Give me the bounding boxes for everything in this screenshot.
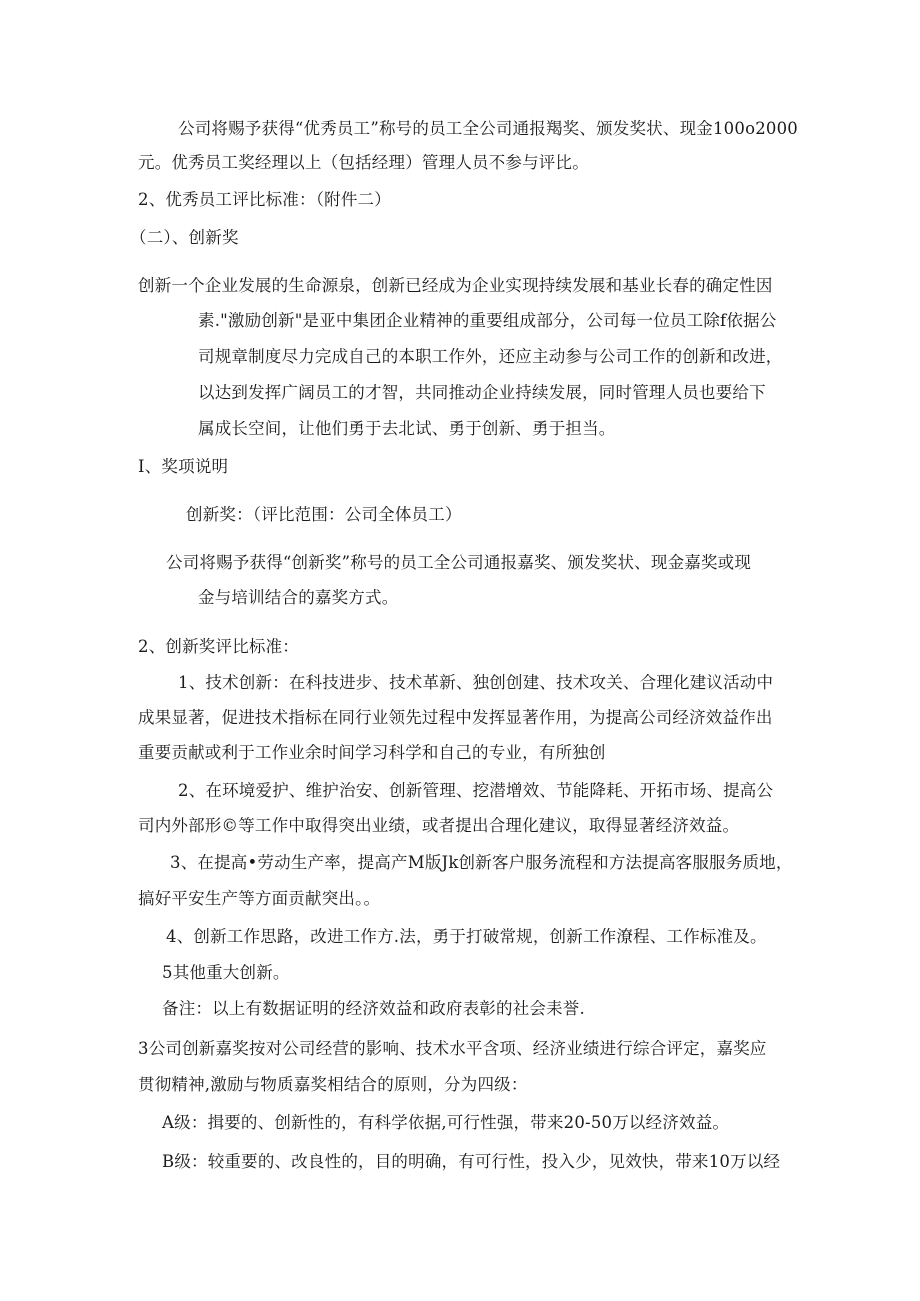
paragraph-line: 3公司创新嘉奖按对公司经营的影响、技术水平含项、经济业绩进行综合评定，嘉奖应 <box>138 1039 767 1058</box>
paragraph-line: 重要贡献或利于工作业余时间学习科学和自己的专业，有所独创 <box>138 743 606 762</box>
paragraph-line: 属成长空间，让他们勇于去北试、勇于创新、勇于担当。 <box>198 419 616 438</box>
paragraph-line: 公司将赐予获得“优秀员工”称号的员工全公司通报羯奖、颁发奖状、现金100o2000 <box>178 119 798 138</box>
paragraph-line: 素."激励创新"是亚中集团企业精神的重要组成部分，公司每一位员工除f依据公 <box>198 311 777 330</box>
list-item: 5其他重大创新。 <box>162 963 290 982</box>
list-item: 2、在环境爱护、维护治安、创新管理、挖潜增效、节能降耗、开拓市场、提高公 <box>178 781 774 800</box>
paragraph-line: 金与培训结合的嘉奖方式。 <box>198 588 399 607</box>
paragraph-line: 司内外部形©等工作中取得突出业绩，或者提出合理化建议，取得显著经济效益。 <box>138 816 740 835</box>
list-item: A级：揖要的、创新性的，有科学依据,可行性强，带来20-50万以经济效益。 <box>162 1113 730 1132</box>
section-heading: I、奖项说明 <box>138 457 229 476</box>
section-heading: （二）、创新奖 <box>130 228 239 247</box>
list-item: 1、技术创新：在科技进步、技术革新、独创创建、技术攻关、合理化建议活动中 <box>178 673 774 692</box>
paragraph-line: 创新一个企业发展的生命源泉，创新已经成为企业实现持续发展和基业长春的确定性因 <box>138 276 773 295</box>
paragraph-line: 公司将赐予获得“创新奖”称号的员工全公司通报嘉奖、颁发奖状、现金嘉奖或现 <box>166 553 752 572</box>
note-line: 备注：以上有数据证明的经济效益和政府表彰的社会耒誉. <box>162 999 585 1018</box>
list-item: B级：较重要的、改良性的，目的明确，有可行性，投入少，见效快，带来10万以经 <box>162 1152 781 1171</box>
section-heading: 2、创新奖评比标准： <box>138 637 299 656</box>
paragraph-line: 以达到发挥广阔员工的才智，共同推动企业持续发展，同时管理人员也要给下 <box>198 383 766 402</box>
section-heading: 2、优秀员工评比标准：（附件二） <box>138 190 391 209</box>
paragraph-line: 搞好平安生产等方面贡献突出。。 <box>138 889 381 908</box>
paragraph-line: 创新奖：（评比范围：公司全体员工） <box>186 505 462 524</box>
list-item: 4、创新工作思路，改进工作方.法，勇于打破常规，创新工作潦程、工作标准及。 <box>166 927 767 946</box>
paragraph-line: 成果显著，促进技术指标在同行业领先过程中发挥显著作用，为提高公司经济效益作出 <box>138 708 773 727</box>
paragraph-line: 司规章制度尽力完成自己的本职工作外，还应主动参与公司工作的创新和改进， <box>198 347 783 366</box>
paragraph-line: 元。优秀员工奖经理以上（包括经理）管理人员不参与评比。 <box>138 153 589 172</box>
list-item: 3、在提高•劳动生产率，提高产M版Jk创新客户服务流程和方法提高客服服务质地， <box>170 853 793 872</box>
paragraph-line: 贯彻精神,激励与物质嘉奖相结合的原则，分为四级： <box>138 1075 528 1094</box>
